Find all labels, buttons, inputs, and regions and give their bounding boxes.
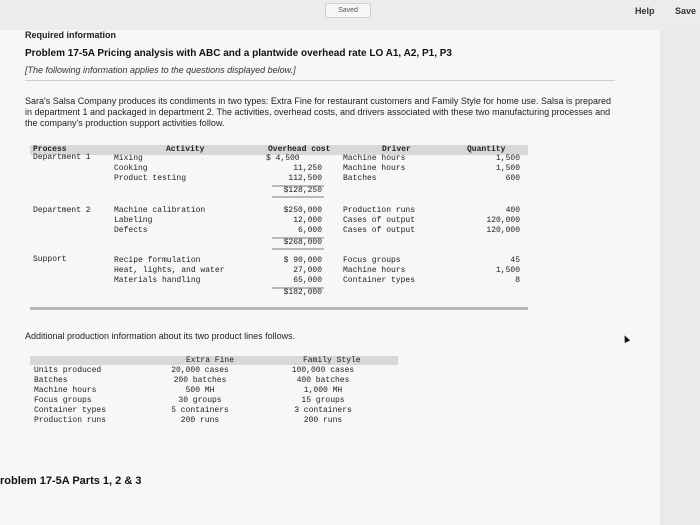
row-label: Focus groups [34,396,92,405]
support-activities [114,256,224,286]
additional-info-text: Additional production information about its two product lines follows. [25,331,296,341]
driver: Container types [343,276,416,285]
header-process: Process [33,145,67,154]
activity: Materials handling [114,276,201,285]
driver: Cases of output [343,216,416,225]
intro-paragraph: Sara's Salsa Company produces its condiments in two types: Extra Fine for restaurant customers and Family Style for home use. Salsa is prepared in department 1 and packaged in department 2. The activities, overhead costs, and drivers associated with these two manufacturing processes and the company's production support activities follow. [25,96,611,128]
family-style-values [268,366,378,426]
quantity: 600 [505,174,520,183]
dept2-quantities [470,206,520,236]
cell: 500 MH [185,386,215,395]
row-label: Machine hours [34,386,97,395]
activity: Recipe formulation [114,256,201,265]
cursor-arrow-icon [622,334,630,343]
table-bottom-rule [30,307,528,310]
quantity: 120,000 [486,226,520,235]
driver: Cases of output [343,226,416,235]
dept2-label: Department 2 [33,206,91,215]
dept2-costs [266,206,322,236]
cell: 20,000 cases [171,366,229,375]
activity: Cooking [114,164,148,173]
dept1-drivers [343,154,405,184]
activity: Mixing [114,154,143,163]
row-label: Container types [34,406,107,415]
row-label: Production runs [34,416,107,425]
quantity: 8 [515,276,520,285]
dept2-total: $268,000 [283,238,322,247]
cost: $ 90,000 [283,256,322,265]
help-button[interactable]: Help [635,6,655,16]
activity-cost-table [30,145,528,315]
cost: 65,000 [293,276,322,285]
cell: 3 containers [294,406,352,415]
dept1-total: $128,250 [283,186,322,195]
save-button[interactable]: Save [675,6,697,16]
driver: Production runs [343,206,416,215]
cost: 12,000 [293,216,322,225]
info-note: [The following information applies to the questions displayed below.] [25,65,296,75]
driver: Focus groups [343,256,401,265]
extra-fine-values [150,366,250,426]
divider [25,80,615,81]
product-row-labels [34,366,106,426]
driver: Machine hours [343,266,406,275]
cost: 11,250 [293,164,322,173]
total-rule [272,196,324,198]
row-label: Units produced [34,366,102,375]
support-label: Support [33,255,67,264]
activity: Labeling [114,216,153,225]
support-quantities [470,256,520,286]
activity: Product testing [114,174,187,183]
cell: 100,000 cases [291,366,355,375]
cost: $250,000 [283,206,322,215]
cost: 6,000 [297,226,322,235]
activity: Defects [114,226,148,235]
cell: 200 runs [303,416,343,425]
quantity: 1,500 [495,154,520,163]
header-overhead-cost: Overhead cost [268,145,331,154]
header-extra-fine: Extra Fine [186,356,235,365]
cell: 200 runs [180,416,220,425]
cell: 5 containers [171,406,229,415]
saved-indicator: Saved [325,3,371,18]
quantity: 1,500 [495,164,520,173]
activity: Machine calibration [114,206,206,215]
top-bar [0,0,700,30]
required-information-heading: Required information [25,30,117,40]
cost: 112,500 [288,174,322,183]
cell: 400 batches [296,376,350,385]
support-costs [266,256,322,286]
cell: 30 groups [178,396,222,405]
total-rule [272,248,324,250]
problem-title: Problem 17-5A Pricing analysis with ABC and a plantwide overhead rate LO A1, A2, P1, P3 [25,48,452,59]
quantity: 120,000 [486,216,520,225]
dept1-costs [266,154,322,184]
driver: Machine hours [343,154,406,163]
support-total: $182,000 [283,288,322,297]
cost: $ 4,500 [266,154,300,163]
header-family-style: Family Style [303,356,361,365]
dept1-quantities [470,154,520,184]
parts-heading: roblem 17-5A Parts 1, 2 & 3 [0,475,142,487]
header-activity: Activity [166,145,205,154]
row-label: Batches [34,376,68,385]
driver: Machine hours [343,164,406,173]
cell: 1,000 MH [303,386,343,395]
dept1-activities [114,154,186,184]
dept1-label: Department 1 [33,153,91,162]
driver: Batches [343,174,377,183]
question-panel [0,30,660,525]
dept2-activities [114,206,205,236]
support-drivers [343,256,415,286]
dept2-drivers [343,206,415,236]
cost: 27,000 [293,266,322,275]
cell: 15 groups [301,396,345,405]
header-quantity: Quantity [467,145,506,154]
header-driver: Driver [382,145,411,154]
quantity: 45 [510,256,520,265]
activity: Heat, lights, and water [114,266,225,275]
quantity: 1,500 [495,266,520,275]
cell: 200 batches [173,376,227,385]
quantity: 400 [505,206,520,215]
